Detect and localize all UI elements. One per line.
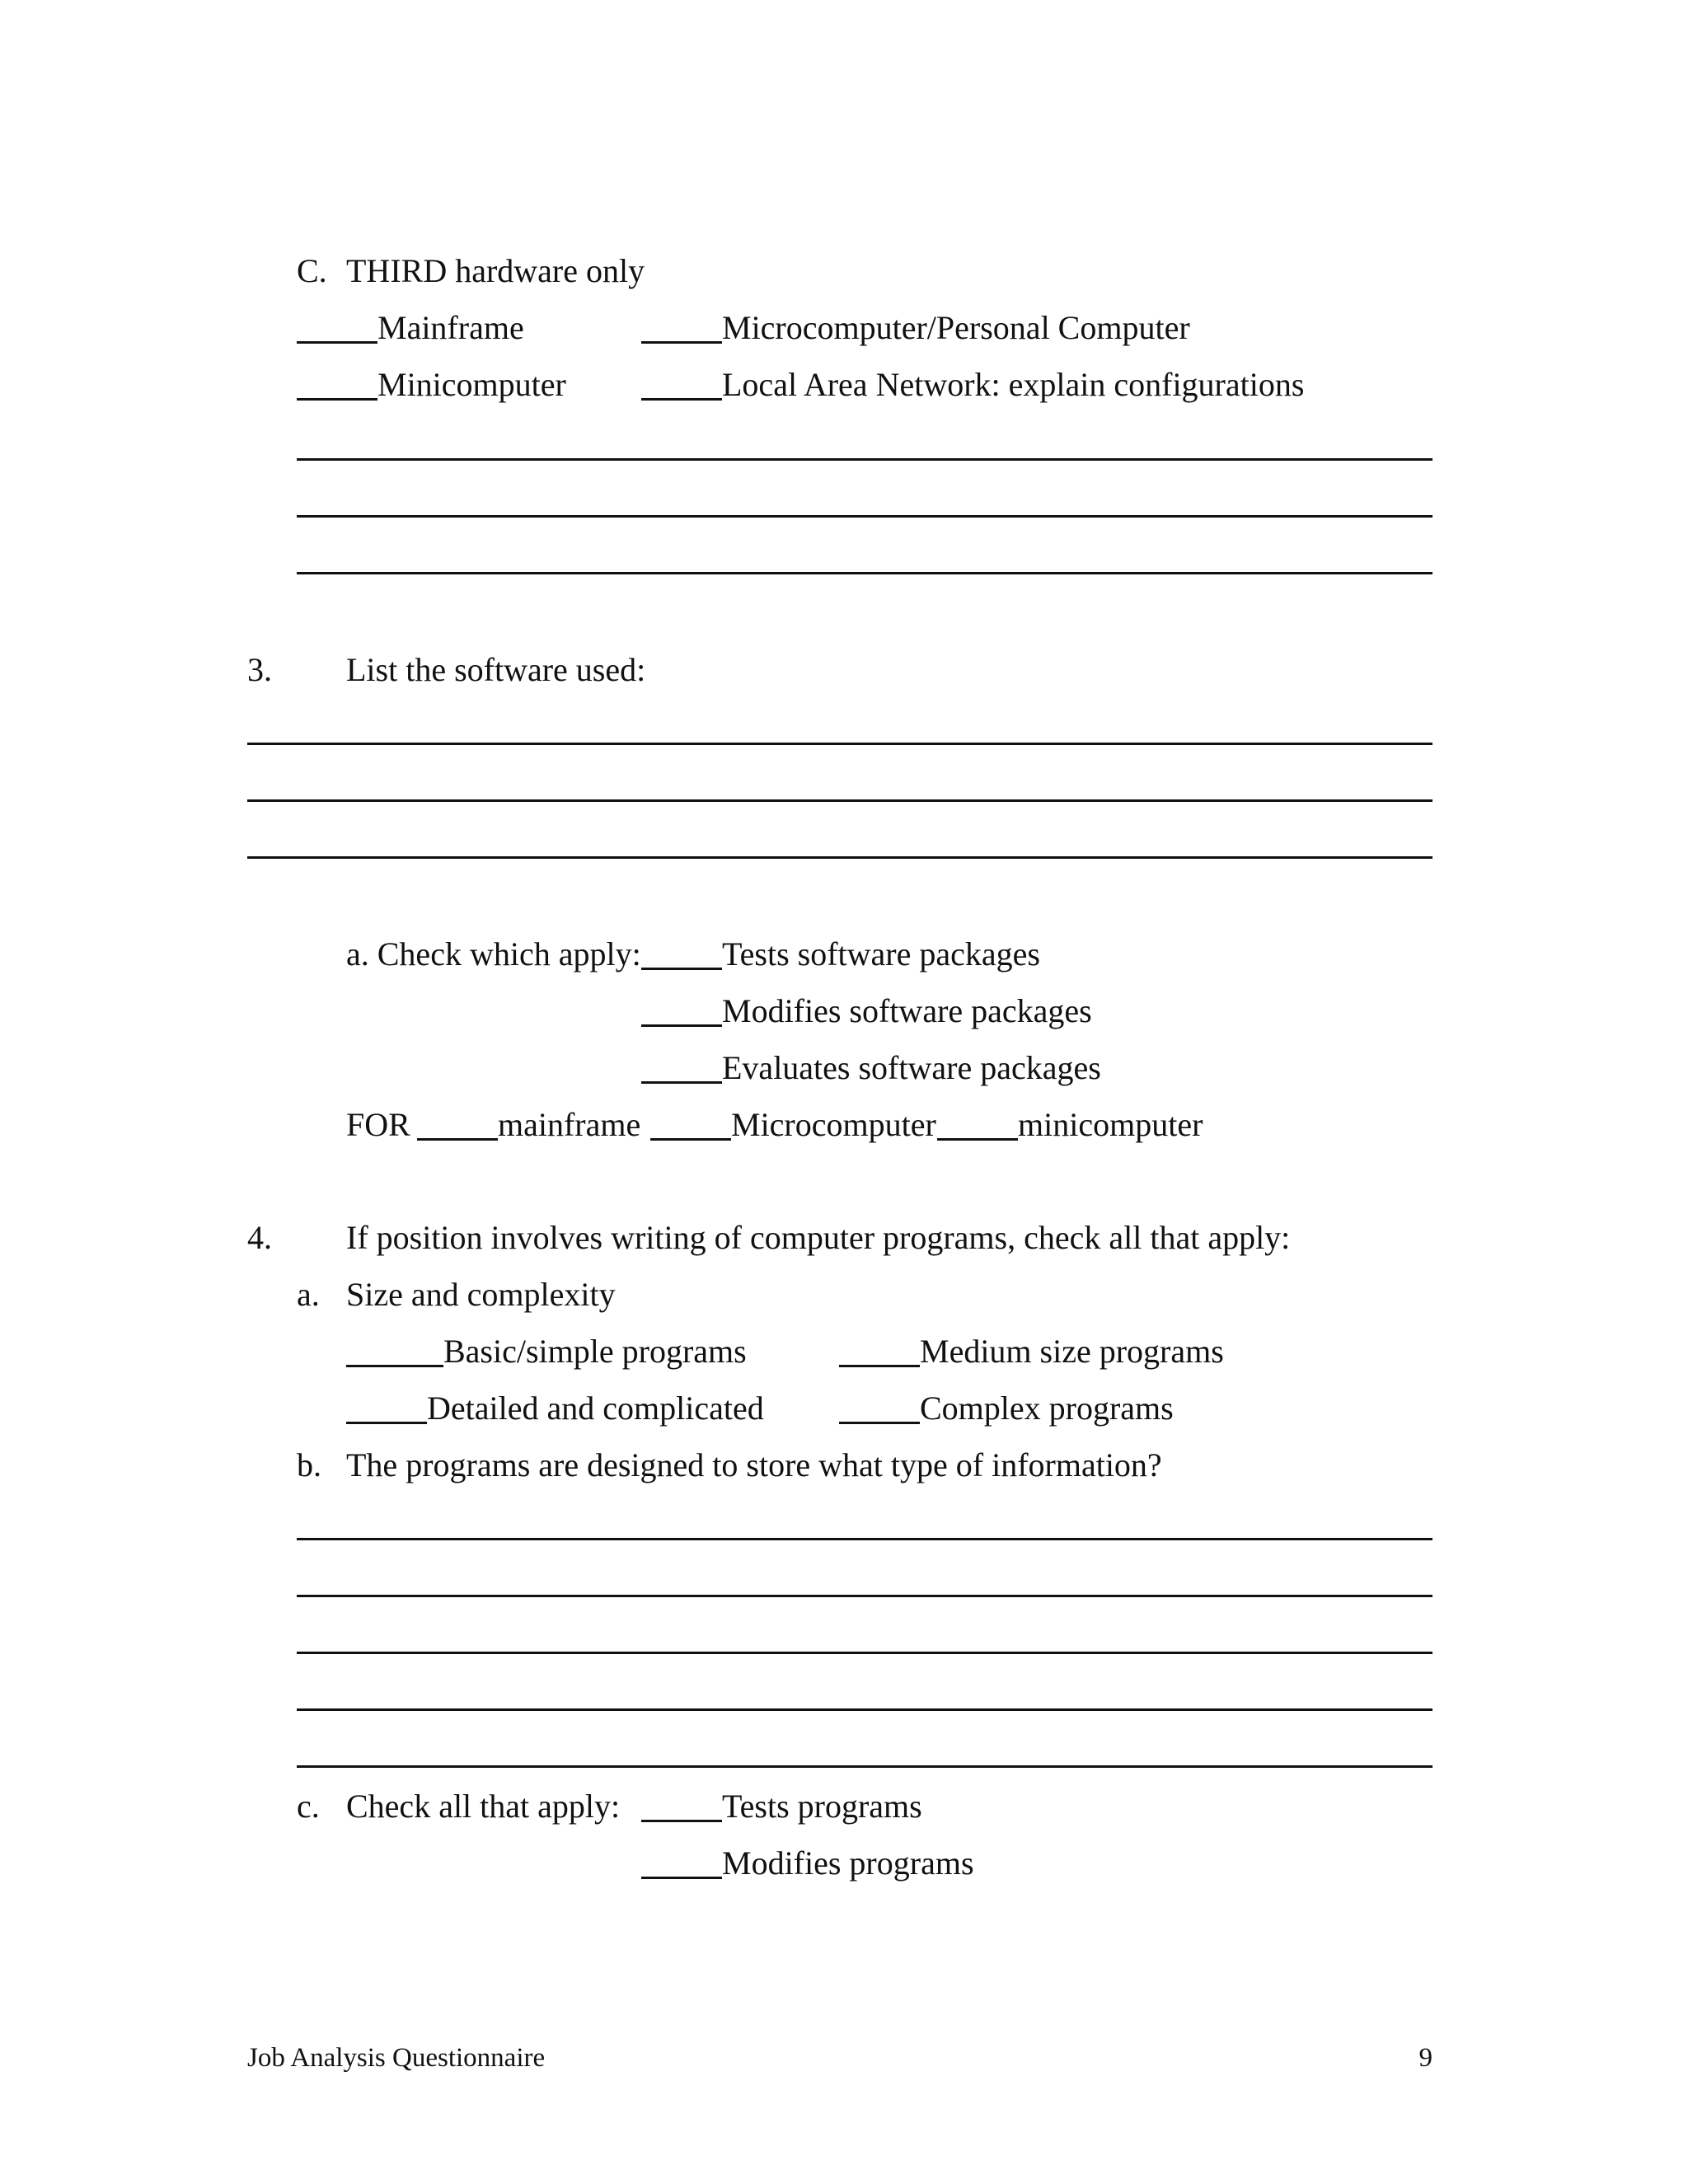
checkbox-blank-evaluates-software[interactable]: [641, 1081, 722, 1084]
checkbox-blank-complex-programs[interactable]: [839, 1422, 920, 1424]
option-mainframe: Mainframe: [377, 309, 524, 346]
answer-line[interactable]: [297, 1765, 1432, 1768]
q3-number: 3.: [247, 651, 272, 688]
q4b-text: The programs are designed to store what type of information?: [346, 1446, 1162, 1483]
option-lan: Local Area Network: explain configurations: [722, 366, 1305, 403]
q3-check-label: a. Check which apply:: [346, 935, 641, 972]
footer-title: Job Analysis Questionnaire: [247, 2043, 546, 2073]
answer-line[interactable]: [247, 799, 1432, 802]
answer-line[interactable]: [297, 458, 1432, 461]
checkbox-blank-tests-software[interactable]: [641, 968, 722, 970]
checkbox-blank-minicomputer[interactable]: [297, 398, 377, 401]
answer-line[interactable]: [297, 1652, 1432, 1654]
section-c-label: C.: [297, 252, 327, 289]
option-evaluates-software: Evaluates software packages: [722, 1049, 1101, 1086]
option-complex-programs: Complex programs: [920, 1390, 1174, 1427]
for-option-mainframe: mainframe: [498, 1106, 641, 1143]
option-microcomputer: Microcomputer/Personal Computer: [722, 309, 1190, 346]
q4c-label: c.: [297, 1788, 320, 1825]
for-label: FOR: [346, 1106, 410, 1143]
answer-line[interactable]: [297, 1538, 1432, 1540]
answer-line[interactable]: [297, 572, 1432, 574]
checkbox-blank-detailed-programs[interactable]: [346, 1422, 427, 1424]
checkbox-blank-medium-programs[interactable]: [839, 1365, 920, 1367]
option-modifies-programs: Modifies programs: [722, 1844, 974, 1882]
q4a-text: Size and complexity: [346, 1276, 616, 1313]
option-tests-programs: Tests programs: [722, 1788, 922, 1825]
checkbox-blank-lan[interactable]: [641, 398, 722, 401]
checkbox-blank-modifies-software[interactable]: [641, 1024, 722, 1027]
checkbox-blank-mainframe[interactable]: [297, 341, 377, 344]
option-modifies-software: Modifies software packages: [722, 992, 1092, 1029]
q4b-label: b.: [297, 1446, 321, 1483]
q3-text: List the software used:: [346, 651, 646, 688]
answer-line[interactable]: [247, 856, 1432, 859]
for-option-microcomputer: Microcomputer: [731, 1106, 936, 1143]
option-tests-software: Tests software packages: [722, 935, 1040, 972]
answer-line[interactable]: [297, 1708, 1432, 1711]
section-c-title: THIRD hardware only: [346, 252, 645, 289]
q4-number: 4.: [247, 1219, 272, 1256]
checkbox-blank-for-minicomputer[interactable]: [937, 1138, 1018, 1141]
q4a-label: a.: [297, 1276, 320, 1313]
option-basic-programs: Basic/simple programs: [443, 1333, 747, 1370]
answer-line[interactable]: [297, 1595, 1432, 1597]
q4-text: If position involves writing of computer programs, check all that apply:: [346, 1219, 1291, 1256]
page-number: 9: [1418, 2043, 1432, 2073]
option-detailed-programs: Detailed and complicated: [427, 1390, 764, 1427]
answer-line[interactable]: [247, 743, 1432, 745]
option-medium-programs: Medium size programs: [920, 1333, 1224, 1370]
checkbox-blank-for-microcomputer[interactable]: [650, 1138, 731, 1141]
q4c-text: Check all that apply:: [346, 1788, 621, 1825]
answer-line[interactable]: [297, 515, 1432, 518]
checkbox-blank-basic-programs[interactable]: [346, 1365, 443, 1367]
checkbox-blank-tests-programs[interactable]: [641, 1820, 722, 1822]
for-option-minicomputer: minicomputer: [1018, 1106, 1203, 1143]
checkbox-blank-for-mainframe[interactable]: [417, 1138, 498, 1141]
option-minicomputer: Minicomputer: [377, 366, 566, 403]
checkbox-blank-microcomputer[interactable]: [641, 341, 722, 344]
checkbox-blank-modifies-programs[interactable]: [641, 1877, 722, 1879]
